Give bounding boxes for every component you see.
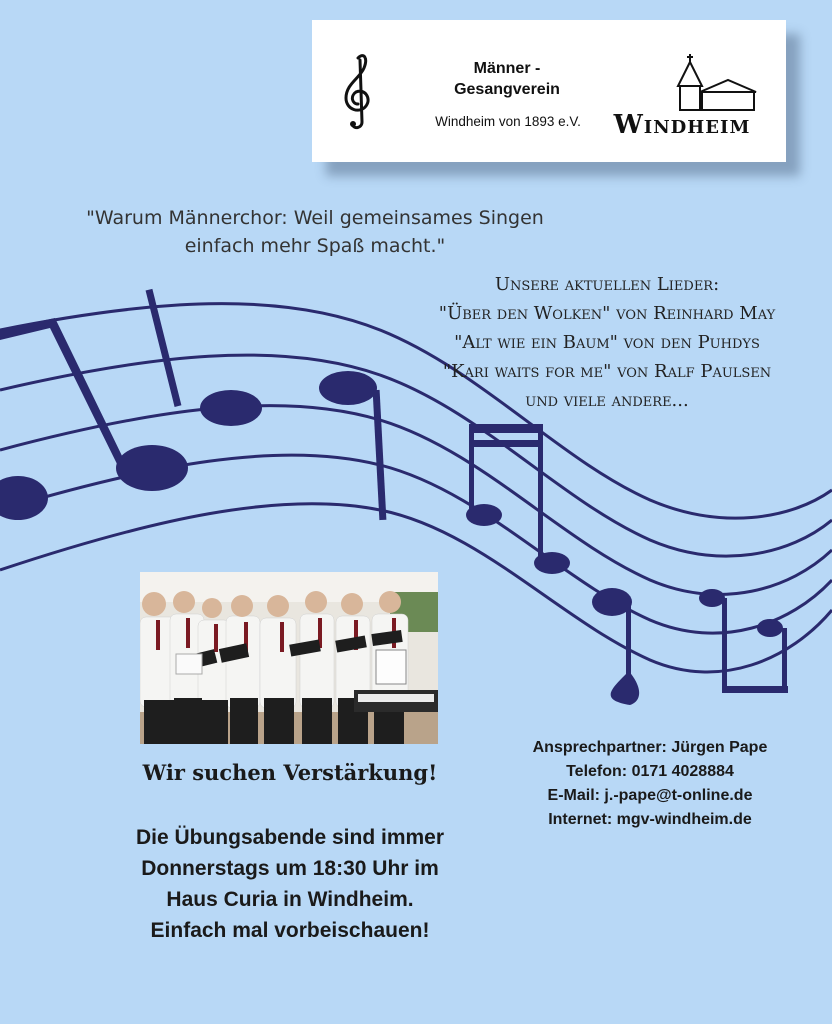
- contact-info: [490, 736, 810, 832]
- quote-line: einfach mehr Spaß macht.": [184, 235, 446, 257]
- schedule-line: Donnerstags um 18:30 Uhr im: [141, 857, 439, 880]
- treble-clef-icon: [332, 50, 382, 130]
- contact-email[interactable]: E-Mail: j.-pape@t-online.de: [547, 787, 753, 804]
- choir-photo: [140, 572, 438, 744]
- songs-heading: Unsere aktuellen Lieder:: [494, 274, 720, 295]
- contact-person: Ansprechpartner: Jürgen Pape: [532, 739, 768, 756]
- current-songs: [402, 270, 812, 415]
- club-name: Männer - Gesangverein: [454, 60, 560, 98]
- song-item: "Kari waits for me" von Ralf Paulsen: [442, 361, 772, 382]
- church-icon: [672, 52, 762, 114]
- rehearsal-schedule: [80, 822, 500, 946]
- club-logo-banner: [312, 20, 786, 162]
- club-founded-line: Windheim von 1893 e.V.: [435, 114, 581, 129]
- contact-website[interactable]: Internet: mgv-windheim.de: [548, 811, 752, 828]
- contact-phone: Telefon: 0171 4028884: [566, 763, 734, 780]
- schedule-line: Einfach mal vorbeischauen!: [150, 919, 430, 942]
- song-item: "Alt wie ein Baum" von den Puhdys: [454, 332, 760, 353]
- schedule-line: Haus Curia in Windheim.: [166, 888, 414, 911]
- quote-text: [40, 204, 590, 260]
- schedule-line: Die Übungsabende sind immer: [135, 826, 445, 849]
- town-name: Windheim: [613, 110, 751, 140]
- quote-line: "Warum Männerchor: Weil gemeinsames Singen: [86, 207, 544, 229]
- song-item: und viele andere...: [525, 390, 689, 411]
- headline: Wir suchen Verstärkung!: [142, 760, 438, 785]
- song-item: "Über den Wolken" von Reinhard May: [438, 303, 776, 324]
